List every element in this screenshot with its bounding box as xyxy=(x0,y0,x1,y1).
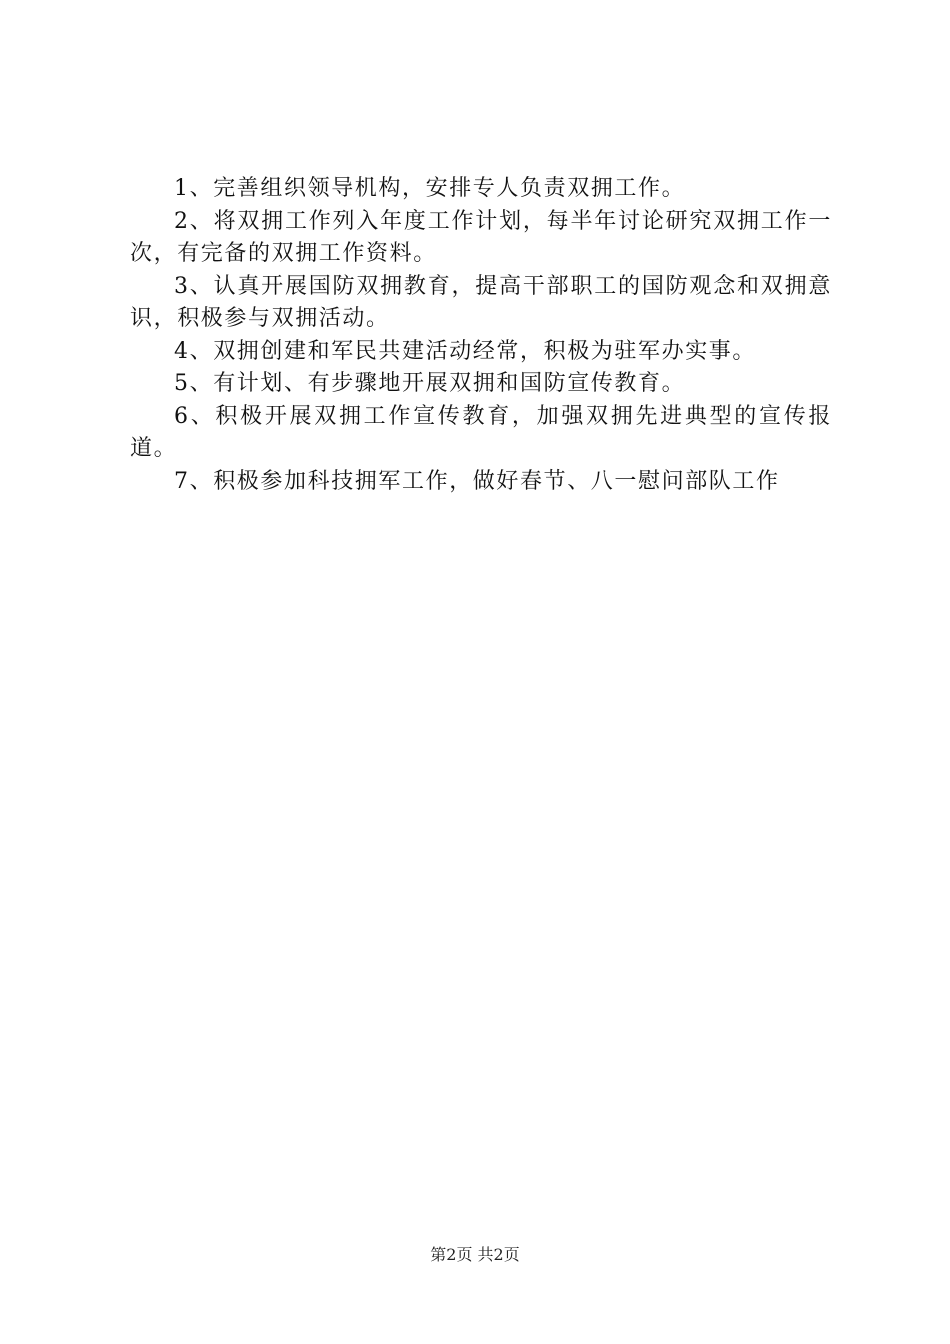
paragraph-4: 4、双拥创建和军民共建活动经常，积极为驻军办实事。 xyxy=(174,338,756,364)
paragraph-1: 1、完善组织领导机构，安排专人负责双拥工作。 xyxy=(174,176,686,201)
paragraph-2: 2、将双拥工作列入年度工作计划，每半年讨论研究双拥工作一次，有完备的双拥工作资料。 xyxy=(130,208,832,266)
page-footer xyxy=(0,1242,950,1265)
paragraph-6: 6、积极开展双拥工作宣传教育，加强双拥先进典型的宣传报道。 xyxy=(130,403,832,461)
page-number-label: 第2页 共2页 xyxy=(430,1245,520,1264)
paragraph-3: 3、认真开展国防双拥教育，提高干部职工的国防观念和双拥意识，积极参与双拥活动。 xyxy=(130,273,832,331)
document-body xyxy=(130,173,832,498)
paragraph-5: 5、有计划、有步骤地开展双拥和国防宣传教育。 xyxy=(174,371,686,396)
paragraph-7: 7、积极参加科技拥军工作，做好春节、八一慰问部队工作 xyxy=(174,468,780,494)
